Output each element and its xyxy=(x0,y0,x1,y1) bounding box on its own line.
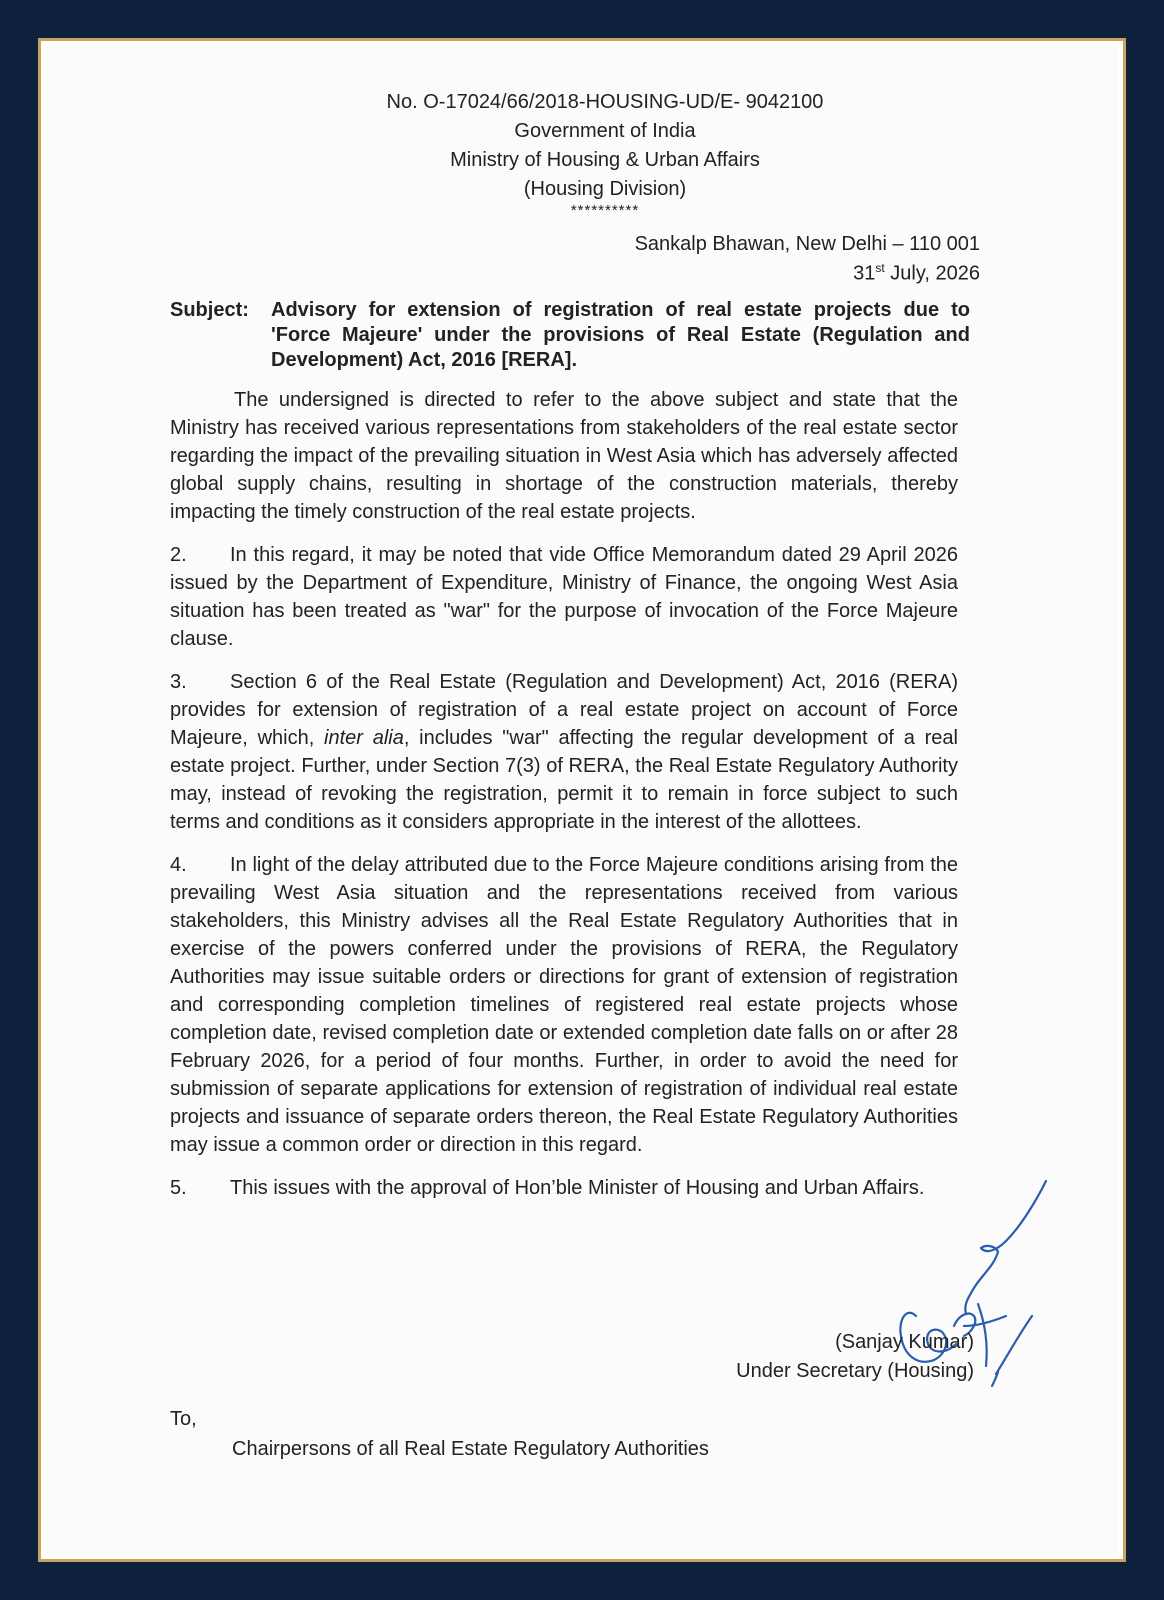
government-name: Government of India xyxy=(514,120,696,142)
document-frame xyxy=(38,38,1126,1562)
signatory-block xyxy=(736,1328,974,1386)
subject-label: Subject: xyxy=(170,299,249,321)
paragraph-4: 4. In light of the delay attributed due to the Force Majeure conditions arising from the prevailing West Asia situation and the representations received from various stakeholders, this Ministry advises all the Real Estate Regulatory Authorities that in exercise of the powers conferred under the provisions of RERA, the Regulatory Authorities may issue suitable orders or directions for grant of extension of registration and corresponding completion timelines of registered real estate projects whose completion date, revised completion date or extended completion date falls on or after 28 February 2026, for a period of four months. Further, in order to avoid the need for submission of separate applications for extension of registration of individual real estate projects and issuance of separate orders thereon, the Real Estate Regulatory Authorities may issue a common order or direction in this regard. xyxy=(170,854,958,1156)
division-name: (Housing Division) xyxy=(523,178,687,200)
signatory-name: (Sanjay Kumar) xyxy=(835,1331,974,1353)
letter-date: 31st July, 2026 xyxy=(853,261,980,285)
subject-text: Advisory for extension of registration of real estate projects due to 'Force Majeure' under the provisions of Real Estate (Regulation and Development) Act, 2016 [RERA]. xyxy=(271,299,970,371)
separator-stars: ********** xyxy=(570,202,640,219)
office-address: Sankalp Bhawan, New Delhi – 110 001 xyxy=(634,233,980,255)
place-and-date xyxy=(635,232,980,286)
paragraph-3: 3. Section 6 of the Real Estate (Regulation and Development) Act, 2016 (RERA) provides for extension of registration of a real estate project on account of Force Majeure, which, inter alia, includes "war" affecting the regular development of a real estate project. Further, under Section 7(3) of RERA, the Real Estate Regulatory Authority may, instead of revoking the registration, permit it to remain in force subject to such terms and conditions as it considers appropriate in the interest of the allottees. xyxy=(170,671,958,833)
paragraph-1: The undersigned is directed to refer to the above subject and state that the Ministry has received various representations from stakeholders of the real estate sector regarding the impact of the prevailing situation in West Asia which has adversely affected global supply chains, resulting in shortage of the construction materials, thereby impacting the timely construction of the real estate projects. xyxy=(170,389,958,523)
ministry-name: Ministry of Housing & Urban Affairs xyxy=(450,149,760,171)
letter-body xyxy=(170,386,958,1217)
to-label: To, xyxy=(170,1408,197,1430)
recipient-block xyxy=(170,1404,709,1464)
letterhead xyxy=(46,88,1118,218)
subject-line xyxy=(170,298,970,373)
signatory-designation: Under Secretary (Housing) xyxy=(736,1360,974,1382)
recipient-address: Chairpersons of all Real Estate Regulatory Authorities xyxy=(232,1438,709,1460)
paragraph-2: 2. In this regard, it may be noted that vide Office Memorandum dated 29 April 2026 issued by the Department of Expenditure, Ministry of Finance, the ongoing West Asia situation has been treated as "war" for the purpose of invocation of the Force Majeure clause. xyxy=(170,544,958,650)
reference-number: No. O-17024/66/2018-HOUSING-UD/E- 9042100 xyxy=(386,91,824,113)
paragraph-5: 5. This issues with the approval of Hon’ble Minister of Housing and Urban Affairs. xyxy=(170,1177,925,1199)
document-page xyxy=(46,46,1118,1554)
